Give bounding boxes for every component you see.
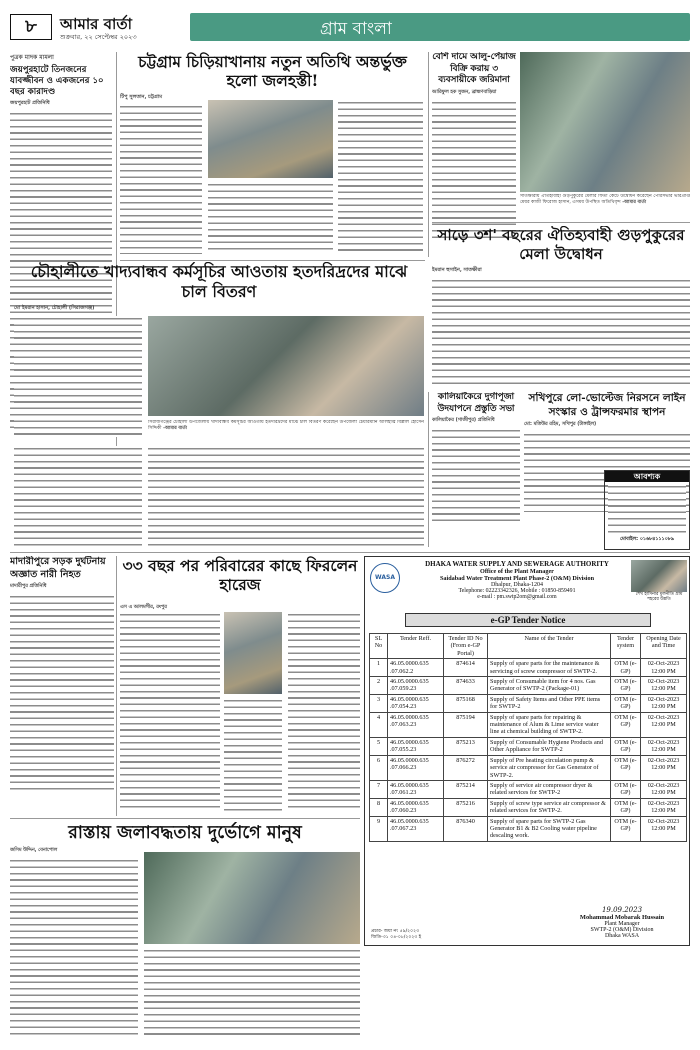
section-banner: [190, 13, 690, 41]
tender-name: Supply of spare parts for SWTP-2 Gas Generator B1 & B2 Cooling water pipeline descaling work.: [488, 816, 611, 841]
tender-system: OTM (e- GP): [611, 659, 641, 677]
rice-distribution-photo: [148, 316, 424, 416]
tender-system: OTM (e- GP): [611, 780, 641, 798]
tender-row: [370, 659, 687, 677]
sign-date: 19.09.2023: [601, 906, 643, 914]
tender-row: [370, 694, 687, 712]
story-kaliakoir: [432, 392, 520, 542]
story-body-left: [120, 104, 202, 254]
story-body-left: [10, 858, 138, 1038]
tender-id: 876340: [444, 816, 488, 841]
tender-sl: 4: [370, 712, 388, 737]
tender-id: 874633: [444, 677, 488, 695]
tender-ref: 46.05.0000.635 .07.067.23: [388, 816, 444, 841]
classified-box: [604, 470, 690, 550]
tender-signature-block: [563, 906, 681, 939]
tender-id: 875194: [444, 712, 488, 737]
signer-city: Dhaka WASA: [604, 933, 640, 939]
tender-date: 02-Oct-2023 12:00 PM: [641, 677, 687, 695]
story-headline: চট্টগ্রাম চিড়িয়াখানায় নতুন অতিথি অন্তর্ভুক্ত হলো জলহস্তী!: [138, 52, 407, 90]
tender-sl: 7: [370, 780, 388, 798]
tender-ref: 46.05.0000.635 .07.060.23: [388, 798, 444, 816]
story-byline: কালিয়াকৈর (গাজীপুর) প্রতিনিধি: [432, 418, 495, 423]
tender-org: DHAKA WATER SUPPLY AND SEWERAGE AUTHORITY: [425, 560, 609, 568]
classified-body: [608, 484, 686, 534]
tender-table-wrap: [369, 633, 687, 842]
story-rice: [14, 262, 424, 437]
story-byline: মো ইমরান হাসান, চৌহালী (সিরাজগঞ্জ): [14, 305, 95, 311]
story-body-mid: [224, 698, 282, 812]
story-headline: চৌহালীতে খাদ্যবান্ধব কর্মসূচির আওতায় হতদরিদ্রদের মাঝে চাল বিতরণ: [30, 262, 408, 301]
story-33-years: [120, 556, 360, 818]
story-body: [432, 428, 520, 524]
story-headline: রাস্তায় জলাবদ্ধতায় দুর্ভোগে মানুষ: [68, 823, 302, 843]
story-byline: মাদারীপুর প্রতিনিধি: [10, 584, 47, 589]
tender-system: OTM (e- GP): [611, 737, 641, 755]
wasa-logo: [370, 563, 400, 593]
col-system: Tender system: [611, 634, 641, 659]
page-header: [10, 12, 690, 44]
tender-id: 875216: [444, 798, 488, 816]
tender-date: 02-Oct-2023 12:00 PM: [641, 737, 687, 755]
tender-address: Dhalpur, Dhaka-1204: [490, 582, 544, 588]
story-body-left: [14, 316, 142, 437]
tender-date: 02-Oct-2023 12:00 PM: [641, 694, 687, 712]
caption-credit: -আমার বার্তা: [163, 425, 188, 431]
story-byline: মো: মতিউর রহিম, সখিপুর (টাঙ্গাইল): [524, 422, 597, 427]
tender-plant: Saidabad Water Treatment Plant Phase-2 (O&M) Division: [439, 575, 595, 582]
story-byline: জয়পুরহাট প্রতিনিধি: [10, 100, 50, 106]
tender-sl: 2: [370, 677, 388, 695]
signer-title: Plant Manager: [604, 921, 640, 927]
tender-id: 876272: [444, 755, 488, 780]
tender-ref: 46.05.0000.635 .07.061.23: [388, 780, 444, 798]
story-byline: জসিম উদ্দিন, বেনাপোল: [10, 848, 58, 853]
tender-date: 02-Oct-2023 12:00 PM: [641, 780, 687, 798]
tender-name: Supply of spare parts for the maintenance & servicing of screw compressor of SWTP-2.: [488, 659, 611, 677]
tender-sl: 1: [370, 659, 388, 677]
story-byline: এস এ আলমগীর, রংপুর: [120, 605, 167, 610]
tender-table: [369, 633, 687, 842]
tender-row: [370, 780, 687, 798]
story-byline: ইমরান হুসাইন, সাতক্ষীরা: [432, 267, 482, 273]
tender-office: Office of the Plant Manager: [480, 568, 554, 575]
story-body-right: [144, 948, 360, 1038]
col-name: Name of the Tender: [488, 634, 611, 659]
classified-title: আবশ্যক: [605, 471, 689, 482]
tender-ref: 46.05.0000.635 .07.059.23: [388, 677, 444, 695]
story-fair: [432, 226, 690, 388]
tender-sl: 3: [370, 694, 388, 712]
tender-date: 02-Oct-2023 12:00 PM: [641, 755, 687, 780]
rice-body-far-left: [14, 446, 142, 546]
col-date: Opening Date and Time: [641, 634, 687, 659]
tender-row: [370, 712, 687, 737]
portrait-photo: [631, 560, 687, 592]
tender-id: 875214: [444, 780, 488, 798]
story-headline: কালিয়াকৈরে দুর্গাপূজা উদযাপনে প্রস্তুতি সভা: [437, 392, 515, 414]
signer-division: SWTP-2 (O&M) Division: [590, 927, 654, 933]
story-body-mid: [208, 182, 333, 254]
rice-photo-caption: [148, 420, 424, 444]
story-body-left: [120, 612, 220, 812]
fair-inauguration-photo: [520, 52, 690, 192]
tender-sl: 8: [370, 798, 388, 816]
tender-row: [370, 798, 687, 816]
story-body: [10, 594, 114, 794]
tender-ref: 46.05.0000.635 .07.054.23: [388, 694, 444, 712]
story-byline: আরিফুল হক সুজন, ব্রাহ্মণবাড়িয়া: [432, 89, 497, 95]
story-headline: বেশি দামে আলু-পেঁয়াজ বিক্রি করায় ৩ ব্যবসায়ীকে জরিমানা: [432, 52, 516, 85]
col-ref: Tender Reff.: [388, 634, 444, 659]
story-zoo: [120, 52, 425, 257]
story-body: [432, 100, 516, 240]
story-byline: টিপু সুলতান, চট্টগ্রাম: [120, 94, 162, 100]
tender-org-block: [407, 560, 627, 600]
tender-ref: 46.05.0000.635 .07.066.23: [388, 755, 444, 780]
tender-notice: [364, 556, 690, 946]
col-id: Tender ID No (From e-GP Portal): [444, 634, 488, 659]
tender-name: Supply of Consumable item for 4 nos. Gas Generator of SWTP-2 (Package-01): [488, 677, 611, 695]
portrait-caption: শেখ হাসিনার মূলনীতি গ্রাম শহরের উন্নতি: [635, 592, 683, 603]
tender-row: [370, 737, 687, 755]
harej-family-photo: [224, 612, 282, 694]
tender-row: [370, 816, 687, 841]
tender-name: Supply of Safety Items and Other PPE items for SWTP-2: [488, 694, 611, 712]
tender-table-header: [370, 634, 687, 659]
tender-id: 875213: [444, 737, 488, 755]
story-kicker: পুত্রক মাদক মামলা: [10, 54, 54, 61]
tender-sl: 9: [370, 816, 388, 841]
tender-row: [370, 755, 687, 780]
wasa-logo-text: WASA: [375, 574, 395, 581]
tender-date: 02-Oct-2023 12:00 PM: [641, 712, 687, 737]
tender-name: Supply of Pre heating circulation pump & service air compressor for Gas Generator of SWTP-2.: [488, 755, 611, 780]
story-body: [432, 278, 690, 384]
page-number: ৮: [10, 14, 52, 40]
gd-ref-2: জিডি-৩১ ০৪-০৮/২০২৩ ই: [371, 935, 422, 940]
story-madaripur: [10, 556, 114, 816]
tender-system: OTM (e- GP): [611, 816, 641, 841]
caption-credit: -আমার বার্তা: [622, 199, 647, 205]
signer-name: Mohammad Mobarak Hussain: [579, 914, 665, 921]
tender-system: OTM (e- GP): [611, 798, 641, 816]
tender-id: 874614: [444, 659, 488, 677]
caption-text: সিরাজগঞ্জের চৌহালী উপজেলায় খাদ্যবান্ধব কর্মসূচির আওতায় হতদরিদ্রদের মাঝে চাল বিতরণ করেছেন উপজেলা চেয়ারম্যান আলহাজ্ব বিল্লাল হোসেন সিদ্দিকী: [148, 420, 424, 431]
tender-portrait: [631, 560, 687, 606]
tender-ref: 46.05.0000.635 .07.055.23: [388, 737, 444, 755]
rice-body-lower: [148, 446, 424, 546]
tender-system: OTM (e- GP): [611, 712, 641, 737]
caption-text: সাতক্ষীরায় ঐতিহ্যবাহী গুড়পুকুরের মেলার ফিতা কেটে উদ্বোধন করেছেন পৌরসভার ভারপ্রাপ্ত মেয়র কাজী ফিরোজ হাসান, এসময় উপস্থিত অতিথিবৃন্দ: [520, 194, 690, 205]
tender-sl: 5: [370, 737, 388, 755]
tender-name: Supply of Consumable Hygiene Products and Other Appliance for SWTP-2: [488, 737, 611, 755]
newspaper-logo: আমার বার্তা: [60, 15, 132, 33]
tender-date: 02-Oct-2023 12:00 PM: [641, 798, 687, 816]
story-headline: ৩৩ বছর পর পরিবারের কাছে ফিরলেন হারেজ: [122, 556, 358, 594]
section-title: গ্রাম বাংলা: [320, 19, 392, 39]
fair-photo-caption: [520, 194, 690, 218]
tender-name: Supply of screw type service air compressor & related services for SWTP-2.: [488, 798, 611, 816]
tender-email: e-mail : pm.swtp2om@gmail.com: [477, 594, 557, 600]
tender-date: 02-Oct-2023 12:00 PM: [641, 816, 687, 841]
waterlogged-road-photo: [144, 852, 360, 944]
tender-system: OTM (e- GP): [611, 694, 641, 712]
gd-ref-1: প্রচার- জয়া নং ৫৯/২০২৩: [371, 929, 420, 934]
story-headline: সখিপুরে লো-ভোল্টেজ নিরসনে লাইন সংস্কার ও ট্রান্সফরমার স্থাপন: [528, 392, 686, 418]
tender-name: Supply of spare parts for repairing & maintenance of Alum & Lime service water line at chemical building of SWTP-2.: [488, 712, 611, 737]
tender-gd-ref: [371, 929, 421, 941]
tender-contact: Telephone: 02223342326, Mobile : 01850-859491: [458, 588, 576, 594]
tender-ref: 46.05.0000.635 .07.063.23: [388, 712, 444, 737]
classified-phone: মোবাইল: ০১৬৮৪১১১০৮৯: [620, 537, 674, 542]
tender-system: OTM (e- GP): [611, 755, 641, 780]
story-body-right: [338, 100, 423, 254]
tender-id: 875168: [444, 694, 488, 712]
story-headline: মাদারীপুরে সড়ক দুর্ঘটনায় অজ্ঞাত নারী নিহত: [10, 556, 106, 580]
tender-ref: 46.05.0000.635 .07.062.2: [388, 659, 444, 677]
tender-sl: 6: [370, 755, 388, 780]
col-sl: SL No: [370, 634, 388, 659]
story-body-right: [288, 612, 360, 812]
tender-row: [370, 677, 687, 695]
story-headline: জয়পুরহাটে তিনজনের যাবজ্জীবন ও একজনের ১০ বছর কারাদণ্ড: [10, 65, 104, 97]
story-waterlogging: [10, 822, 360, 1040]
zoo-hippo-photo: [208, 100, 333, 178]
tender-date: 02-Oct-2023 12:00 PM: [641, 659, 687, 677]
tender-system: OTM (e- GP): [611, 677, 641, 695]
tender-name: Supply of service air compressor dryer & related services for SWTP-2: [488, 780, 611, 798]
story-headline: সাড়ে ৩শ' বছরের ঐতিহ্যবাহী গুড়পুকুরের মেলা উদ্বোধন: [437, 226, 685, 263]
issue-date: শুক্রবার, ২২ সেপ্টেম্বর ২০২৩: [60, 33, 137, 41]
tender-title: e-GP Tender Notice: [405, 613, 651, 627]
